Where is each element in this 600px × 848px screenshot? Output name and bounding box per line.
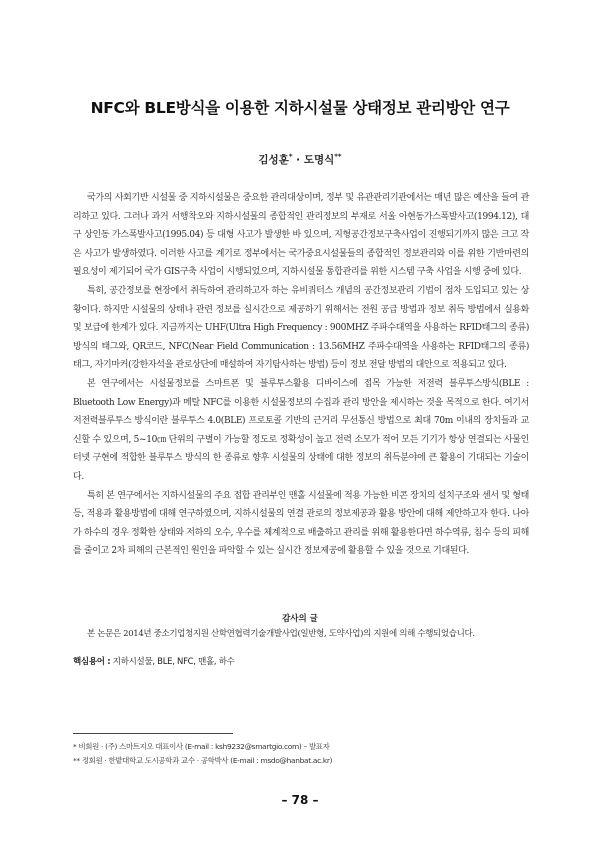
abstract-body (73, 189, 529, 561)
author-line (0, 152, 600, 167)
footnote-divider (73, 733, 233, 734)
body-paragraph: 본 연구에서는 시설물정보를 스마트폰 및 블루투스활용 디바이스에 접목 가능한 저전력 블루투스방식(BLE : Bluetooth Low Energy)과 메탈 NFC를 이용한 시설물정보의 수집과 관리 방안을 제시하는 것을 목적으로 한다. 여기서 저전력블루투스 방식이란 블루투스 4.0(BLE) 프로토콜 기반의 근거리 무선통신 방법으로 최대 70m 이내의 장치들과 교신할 수 있으며, 5~10㎝ 단위의 구별이 가능할 정도로 정확성이 높고 전력 소모가 적어 모든 기기가 항상 연결되는 사물인터넷 구현에 적합한 블루투스 방식의 한 종류로 향후 시설물의 상태에 대한 정보의 취득분야에 큰 활용이 기대되는 기술이다. (73, 378, 529, 482)
author-name: 김성훈 (258, 154, 289, 166)
paper-title: NFC와 BLE방식을 이용한 지하시설물 상태정보 관리방안 연구 (90, 99, 510, 117)
keywords-label: 핵심용어 : (73, 657, 111, 667)
acknowledgment-heading: 감사의 글 (282, 614, 318, 624)
body-paragraph: 특히, 공간정보를 현장에서 취득하여 관리하고자 하는 유비쿼터스 개념의 공간정보관리 기법이 점차 도입되고 있는 상황이다. 하지만 시설물의 상태나 관련 정보를 실시간으로 제공하기 위해서는 전원 공급 방법과 정보 취득 방법에서 실용화 및 보급에 한계가 있다. 지금까지는 UHF(Ultra High Frequency : 900MHZ 주파수대역을 사용하는 RFID태그의 종류)방식의 태그와, QR코드, NFC(Near Field Communication : 13.56MHZ 주파수대역을 사용하는 RFID태그의 종류) 태그, 자기마커(강한자석을 관로상단에 매설하여 자기탐사하는 방법) 등이 정보 전달 방법의 대안으로 적용되고 있다. (73, 285, 529, 371)
author-separator: · (292, 154, 304, 166)
footnote: ** 정회원 · 한밭대학교 도시공학과 교수 · 공학박사 (E-mail : msdo@hanbat.ac.kr) (73, 756, 333, 765)
footnote: * 비회원 · (주) 스마트지오 대표이사 (E-mail : ksh9232@smartgio.com) – 발표자 (73, 742, 330, 751)
footnotes (73, 740, 529, 768)
author-name: 도명식 (303, 154, 335, 166)
keywords-text: 지하시설물, BLE, NFC, 맨홀, 하수 (110, 657, 235, 667)
page-number: – 78 – (281, 793, 319, 807)
body-paragraph: 특히 본 연구에서는 지하시설물의 주요 접합 관리부인 맨홀 시설물에 적용 가능한 비콘 장치의 설치구조와 센서 및 형태 등, 적용과 활용방법에 대해 연구하였으며, 지하시설물의 연결 관로의 정보제공과 활용 방안에 대해 제안하고자 한다. 나아가 하수의 경우 정확한 상태와 저하의 오수, 우수를 체계적으로 배출하고 관리를 위해 활용한다면 하수역류, 침수 등의 피해를 줄이고 2차 피해의 근본적인 원인을 파악할 수 있는 실시간 정보제공에 활용할 수 있을 것으로 기대된다. (73, 490, 529, 557)
acknowledgment-text: 본 논문은 2014년 중소기업청지원 산학연협력기술개발사업(일반형, 도약사업)의 지원에 의해 수행되었습니다. (87, 629, 475, 639)
author-footnote-mark: * (288, 152, 293, 161)
author-footnote-mark: ** (334, 152, 342, 161)
keywords-line (73, 655, 529, 667)
body-paragraph: 국가의 사회기반 시설물 중 지하시설물은 중요한 관리대상이며, 정부 및 유관관리기관에서는 매년 많은 예산을 들여 관리하고 있다. 그러나 과거 서행착오와 지하시설물의 종합적인 관리정보의 부재로 서울 아현동가스폭발사고(1994.12), 대구 상인동 가스폭발사고(1995.04) 등 대형 사고가 발생한 바 있으며, 지형공간정보구축사업이 진행되기까지 많은 크고 작은 사고가 발생하였다. 이러한 사고를 계기로 정부에서는 국가중요시설물들의 종합적인 정보관리와 이를 위한 기반마련의 필요성이 제기되어 국가 GIS구축 사업이 시행되었으며, 지하시설물 통합관리를 위한 시스템 구축 사업을 시행 중에 있다. (73, 193, 529, 278)
